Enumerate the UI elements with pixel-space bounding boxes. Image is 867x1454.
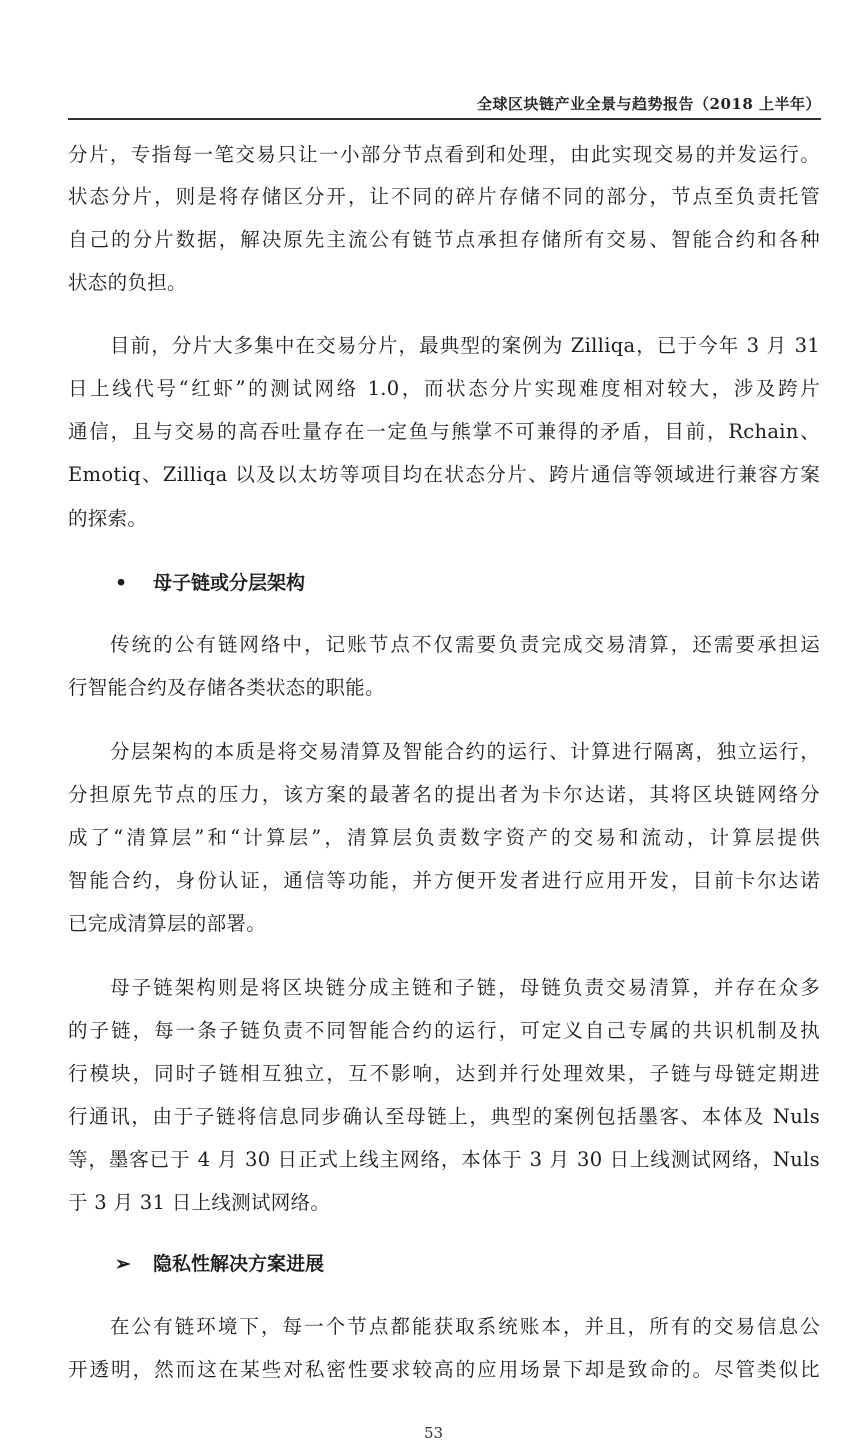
page-number: 53 (423, 1424, 444, 1442)
section-heading-privacy-solutions (115, 1252, 324, 1276)
paragraph-1-line-2: 状态分片，则是将存储区分开，让不同的碎片存储不同的部分，节点至负责托管 (68, 185, 820, 208)
heading-text: 母子链或分层架构 (153, 572, 306, 594)
paragraph-5-line-3: 行模块，同时子链相互独立，互不影响，达到并行处理效果，子链与母链定期进 (68, 1062, 820, 1085)
paragraph-1-line-3: 自己的分片数据，解决原先主流公有链节点承担存储所有交易、智能合约和各种 (68, 228, 820, 251)
section-heading-layered-architecture (115, 571, 305, 595)
paragraph-2-line-5: 的探索。 (68, 507, 148, 530)
paragraph-3-line-2: 行智能合约及存储各类状态的职能。 (68, 676, 385, 699)
paragraph-6-line-1: 在公有链环境下，每一个节点都能获取系统账本，并且，所有的交易信息公 (110, 1315, 820, 1338)
paragraph-5-line-6: 于 3 月 31 日上线测试网络。 (68, 1191, 331, 1214)
running-header: 全球区块链产业全景与趋势报告（2018 上半年） (477, 95, 821, 113)
paragraph-4-line-3: 成了“清算层”和“计算层”，清算层负责数字资产的交易和流动，计算层提供 (68, 826, 820, 849)
paragraph-6-line-2: 开透明，然而这在某些对私密性要求较高的应用场景下却是致命的。尽管类似比 (68, 1358, 820, 1381)
paragraph-1-line-1: 分片，专指每一笔交易只让一小部分节点看到和处理，由此实现交易的并发运行。 (68, 143, 820, 166)
paragraph-5-line-2: 的子链，每一条子链负责不同智能合约的运行，可定义自己专属的共识机制及执 (68, 1019, 820, 1042)
paragraph-5-line-5: 等，墨客已于 4 月 30 日正式上线主网络，本体于 3 月 30 日上线测试网络，Nuls (68, 1148, 820, 1171)
paragraph-4-line-1: 分层架构的本质是将交易清算及智能合约的运行、计算进行隔离，独立运行， (110, 740, 820, 763)
paragraph-3-line-1: 传统的公有链网络中，记账节点不仅需要负责完成交易清算，还需要承担运 (110, 633, 820, 656)
paragraph-4-line-2: 分担原先节点的压力，该方案的最著名的提出者为卡尔达诺，其将区块链网络分 (68, 783, 820, 806)
header-rule (68, 118, 821, 120)
paragraph-2-line-3: 通信，且与交易的高吞吐量存在一定鱼与熊掌不可兼得的矛盾，目前，Rchain、 (68, 420, 820, 443)
paragraph-5-line-1: 母子链架构则是将区块链分成主链和子链，母链负责交易清算，并存在众多 (110, 976, 820, 999)
paragraph-4-line-5: 已完成清算层的部署。 (68, 912, 267, 935)
arrow-bullet-icon: ➢ (115, 1253, 131, 1275)
bullet-dot-icon: • (115, 572, 128, 594)
paragraph-2-line-2: 日上线代号“红虾”的测试网络 1.0，而状态分片实现难度相对较大，涉及跨片 (68, 377, 820, 400)
paragraph-4-line-4: 智能合约，身份认证，通信等功能，并方便开发者进行应用开发，目前卡尔达诺 (68, 869, 820, 892)
heading-text: 隐私性解决方案进展 (153, 1253, 325, 1275)
paragraph-1-line-4: 状态的负担。 (68, 271, 187, 294)
paragraph-2-line-4: Emotiq、Zilliqa 以及以太坊等项目均在状态分片、跨片通信等领域进行兼容方案 (68, 463, 820, 486)
paragraph-5-line-4: 行通讯，由于子链将信息同步确认至母链上，典型的案例包括墨客、本体及 Nuls (68, 1105, 820, 1128)
paragraph-2-line-1: 目前，分片大多集中在交易分片，最典型的案例为 Zilliqa，已于今年 3 月 31 (110, 334, 820, 357)
